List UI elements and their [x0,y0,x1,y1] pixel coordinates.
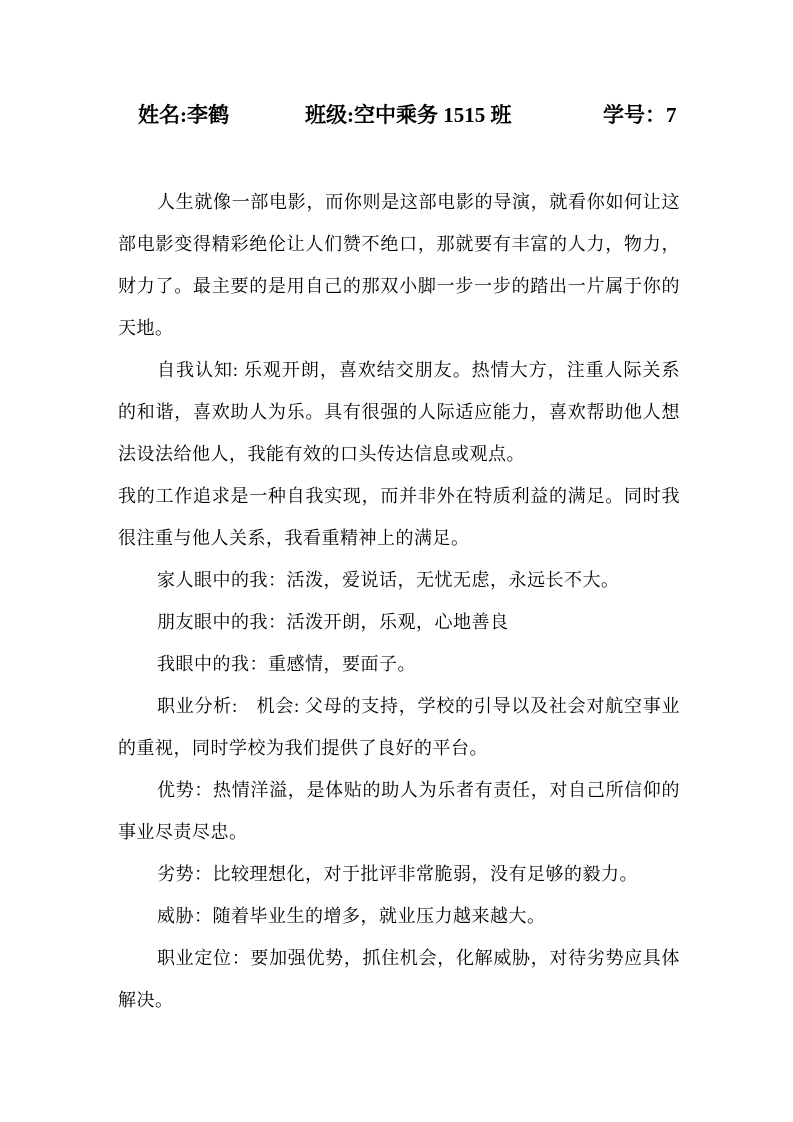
text-line: 威胁：随着毕业生的增多，就业压力越来越大。 [157,906,546,926]
document-header [0,101,793,131]
text-line: 的和谐，喜欢助人为乐。具有很强的人际适应能力，喜欢帮助他人想 [118,402,680,422]
text-line: 职业定位：要加强优势，抓住机会，化解威胁，对待劣势应具体 [157,948,680,968]
text-line: 自我认知: 乐观开朗，喜欢结交朋友。热情大方，注重人际关系 [157,360,680,380]
text-line: 职业分析: 机会: 父母的支持，学校的引导以及社会对航空事业 [157,696,680,716]
text-line: 很注重与他人关系，我看重精神上的满足。 [118,528,470,548]
document-body [118,181,680,1021]
text-line: 法设法给他人，我能有效的口头传达信息或观点。 [118,444,525,464]
student-name-field: 姓名:李鹤 [138,103,229,127]
class-field: 班级:空中乘务 1515 班 [305,103,512,127]
text-line: 财力了。最主要的是用自己的那双小脚一步一步的踏出一片属于你的 [118,276,680,296]
text-line: 解决。 [118,990,174,1010]
text-line: 部电影变得精彩绝伦让人们赞不绝口，那就要有丰富的人力，物力， [118,234,680,254]
text-line: 天地。 [118,318,174,338]
text-line: 的重视，同时学校为我们提供了良好的平台。 [118,738,488,758]
text-line: 我眼中的我：重感情，要面子。 [157,654,416,674]
text-line: 我的工作追求是一种自我实现，而并非外在特质利益的满足。同时我 [118,486,680,506]
student-id-field: 学号：7 [603,103,677,127]
text-line: 优势：热情洋溢，是体贴的助人为乐者有责任，对自己所信仰的 [157,780,680,800]
text-line: 人生就像一部电影，而你则是这部电影的导演，就看你如何让这 [157,192,680,212]
text-line: 事业尽责尽忠。 [118,822,248,842]
text-line: 劣势：比较理想化，对于批评非常脆弱，没有足够的毅力。 [157,864,638,884]
text-line: 朋友眼中的我：活泼开朗，乐观，心地善良 [157,612,509,632]
text-line: 家人眼中的我：活泼，爱说话，无忧无虑，永远长不大。 [157,570,620,590]
